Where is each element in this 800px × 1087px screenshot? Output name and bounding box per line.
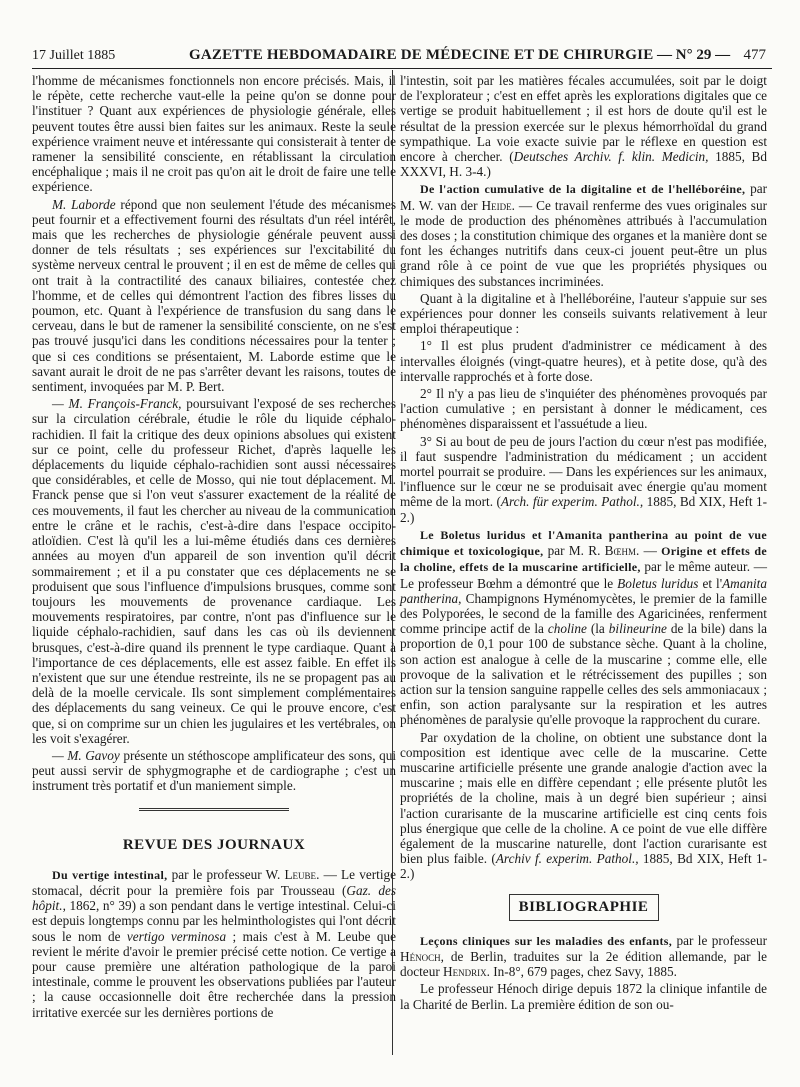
section-divider xyxy=(139,808,289,812)
speaker-name: — M. Gavoy xyxy=(52,747,120,763)
journal-title: GAZETTE HEBDOMADAIRE DE MÉDECINE ET DE CHIRURGIE xyxy=(189,47,654,63)
paragraph: M. Laborde répond que non seulement l'étude des mécanismes peut fournir et a effectivement fourni des résultats d'un réel intérêt, mais que les recherches de physiologie générale peuvent aussi donner de tels résultats ; ses expériences sur l'excitabilité du système nerveux central le prouvent ; il en est de même de celles qui ont trait à la contractilité des canaux biliaires, contestée chez l'homme, et de celles qui démontrent l'action des fibres lisses du poumon, etc. Quant à l'expérience de transfusion du sang dans le cerveau, dans le but de ramener la sensibilité consciente, on ne s'est pas trouvé jusqu'ici dans les conditions nécessaires pour la tenter ; que si ces conditions se présentaient, M. Laborde estime que le savant aurait le droit de ne pas s'arrêter devant les raisons, toutes de sentiment, invoquées par M. P. Bert. xyxy=(32,196,397,395)
article-title: Leçons cliniques sur les maladies des enfants, xyxy=(420,933,673,948)
paragraph: — M. François-Franck, poursuivant l'exposé de ses recherches sur la circulation cérébrale, étudie le rôle du liquide céphalo-rachidien. Il fait la critique des deux opinions absolues qui existent sur ce point, celle du professeur Richet, d'après laquelle les déplacements du liquide céphalo-rachidien sont aussi nécessaires que considérables, et celle de Mosso, qui nie tout déplacement. M. Franck pense que si l'on veut s'assurer exactement de la réalité de ces mouvements, il faut les chercher au niveau de la communication entre le crâne et le rachis, c'est-à-dire dans l'espace occipito-atloïdien. C'est là qu'il les a lui-même étudiés dans ces dernières années au moyen d'un appareil de son invention qu'il décrit sommairement ; et il a pu constater que ces déplacements ne se produisent que sous l'influence d'impulsions brusques, comme sont toujours les mouvements de provenance cardiaque. Les mouvements respiratoires, par contre, n'ont pas d'influence sur le liquide céphalo-rachidien, sauf dans les cas où ils deviennent brusques, c'est-à-dire quand ils prennent le type cardiaque. Quant à l'importance de ces déplacements, elle est assez faible. En effet ils n'existent que sur une étendue restreinte, ils ne se propagent pas au delà de la moelle cervicale. Ils sont simplement complémentaires des déplacements du sang veineux. Ce qui le prouve encore, c'est que, si on comprime sur un chien les jugulaires et les vertébrales, on les voit s'exagérer. xyxy=(32,396,396,746)
right-column xyxy=(400,73,767,1014)
speaker-name: — M. François-Franck, xyxy=(52,396,182,412)
section-heading: REVUE DES JOURNAUX xyxy=(122,836,306,853)
speaker-name: M. Laborde xyxy=(52,196,116,212)
article-title: Du vertige intestinal, xyxy=(52,867,168,882)
article-title: Le Boletus luridus et l'Amanita pantherina au point de vue chimique et toxicologique, xyxy=(400,527,767,559)
issue-date: 17 Juillet 1885 xyxy=(32,48,116,63)
section-heading: BIBLIOGRAPHIE xyxy=(509,894,659,921)
article-paragraph: Le Boletus luridus et l'Amanita pantherina au point de vue chimique et toxicologique, par M. R. Bœhm. — Origine et effets de la choline, effets de la muscarine artificielle, par le même auteur. — Le professeur Bœhm a démontré que le Boletus luridus et l'Amanita pantherina, Champignons Hyménomycètes, le premier de la famille des Polyporées, le second de la famille des Agaricinées, renferment comme principe actif de la choline (la bilineurine de la bile) dans la proportion de 0,1 pour 100 de substance sèche. Quant à la choline, son action est analogue à celle de la muscarine ; comme elle, elle provoque de la salivation et le rétrécissement des pupilles ; son action sur la tension sanguine rappelle celles des sels ammoniacaux ; enfin, son action paralysante sur la respiration et les autres phénomènes de paralysie qu'elle provoque la rapprochent du curare. xyxy=(400,527,767,728)
article-title: Origine et effets de la choline, effets de la muscarine artificielle, xyxy=(400,544,767,575)
article-paragraph: Du vertige intestinal, par le professeur W. Leube. — Le vertige stomacal, décrit pour la première fois par Trousseau (Gaz. des hôpit., 1862, n° 39) a son pendant dans le vertige intestinal. Celui-ci est depuis longtemps connu par les helminthologistes qui l'ont décrit sous le nom de vertigo verminosa ; mais c'est à M. Leube que revient le mérite d'avoir le premier précisé cette notion. Ce vertige a pour cause première une altération pathologique de la paroi intestinale, comme le prouvent les observations publiées par l'auteur ; la cause occasionnelle doit être recherchée dans la pression irritative exercée sur les dernières portions de xyxy=(32,866,397,1020)
list-item: 2° Il n'y a pas lieu de s'inquiéter des phénomènes provoqués par l'action cumulative ; en persistant à donner le médicament, ces phénomènes disparaissent et l'assuétude a lieu. xyxy=(400,386,767,432)
paragraph: l'intestin, soit par les matières fécales accumulées, soit par le doigt de l'explorateur ; c'est en effet après les explorations digitales que ce vertige se produit habituellement ; il est hors de doute qu'il est le résultat de la pression exercée sur le plexus hémorrhoïdal du grand sympathique. La voie exacte suivie par le réflexe en question est encore à chercher. (Deutsches Archiv. f. klin. Medicin, 1885, Bd XXXVI, H. 3-4.) xyxy=(400,73,768,180)
paragraph: — M. Gavoy présente un stéthoscope amplificateur des sons, qui peut aussi servir de sphygmographe et de cardiographe ; c'est un instrument très portatif et d'un maniement simple. xyxy=(32,747,397,794)
left-column xyxy=(32,73,396,1022)
page-number: 477 xyxy=(743,47,766,63)
article-title: De l'action cumulative de la digitaline et de l'helléboréine, xyxy=(420,182,746,197)
author-name: Heide xyxy=(481,197,512,213)
list-item: 3° Si au bout de peu de jours l'action du cœur n'est pas modifiée, il faut suspendre l'administration du médicament ; un accident mortel pourrait se produire. — Dans les expériences sur les animaux, l'influence sur le cœur ne se produisait avec énergie qu'au moment même de la mort. (Arch. für experim. Pathol., 1885, Bd XIX, Heft 1-2.) xyxy=(400,433,767,525)
list-item: 1° Il est plus prudent d'administrer ce médicament à des intervalles éloignés (vingt-quatre heures), et à petite dose, qu'à des intervalle rapprochés et à forte dose. xyxy=(400,338,767,384)
article-paragraph: Leçons cliniques sur les maladies des enfants, par le professeur Hénoch, de Berlin, traduites sur la 2e édition allemande, par le docteur Hendrix. In-8°, 679 pages, chez Savy, 1885. xyxy=(400,932,767,980)
translator-name: Hendrix xyxy=(443,964,487,980)
paragraph: l'homme de mécanismes fonctionnels non encore précisés. Mais, il le répète, cette recherche vaut-elle la peine qu'on se donne pour l'instituer ? Quant aux expériences de physiologie générale, elles peuvent toutes être aussi bien faites sur les animaux. Reste la seule expérience vraiment neuve et intéressante qui consisterait à tenter de ramener la sensibilité consciente, en rétablissant la circulation encéphalique ; mais il ne croit pas qu'on ait le droit de faire une telle expérience. xyxy=(32,73,396,195)
author-name: Bœhm xyxy=(604,543,637,559)
author-name: Leube xyxy=(284,866,317,882)
running-header xyxy=(32,41,772,69)
paragraph: Le professeur Hénoch dirige depuis 1872 la clinique infantile de la Charité de Berlin. La première édition de son ou- xyxy=(400,981,767,1012)
article-paragraph: De l'action cumulative de la digitaline et de l'helléboréine, par M. W. van der Heide. — Ce travail renferme des vues originales sur le mode de production des phénomènes attribués à l'accumulation des doses ; la constitution chimique des organes et la manière dont se font les échanges nutritifs dans ceux-ci jouent peut-être un plus grand rôle à ce point de vue que les propriétés physiques ou chimiques des substances incriminées. xyxy=(400,181,767,289)
author-name: Hénoch xyxy=(400,948,441,964)
issue-number: — N° 29 — xyxy=(657,47,731,63)
paragraph: Par oxydation de la choline, on obtient une substance dont la composition est identique avec celle de la muscarine. Cette muscarine artificielle présente une grande analogie d'action avec la muscarine ; mais elle en diffère cependant ; elle présente plutôt les propriétés de la choline, mais à un degré bien supérieur ; ainsi l'action curarisante de la muscarine artificielle est cinq cents fois plus énergique que celle de la choline. A ce point de vue elle diffère également de la muscarine naturelle, dont l'action curarisante est bien plus faible. (Archiv f. experim. Pathol., 1885, Bd XIX, Heft 1-2.) xyxy=(400,729,768,882)
paragraph: Quant à la digitaline et à l'helléboréine, l'auteur s'appuie sur ses expériences pour donner les conseils suivants relativement à leur emploi thérapeutique : xyxy=(400,290,767,337)
